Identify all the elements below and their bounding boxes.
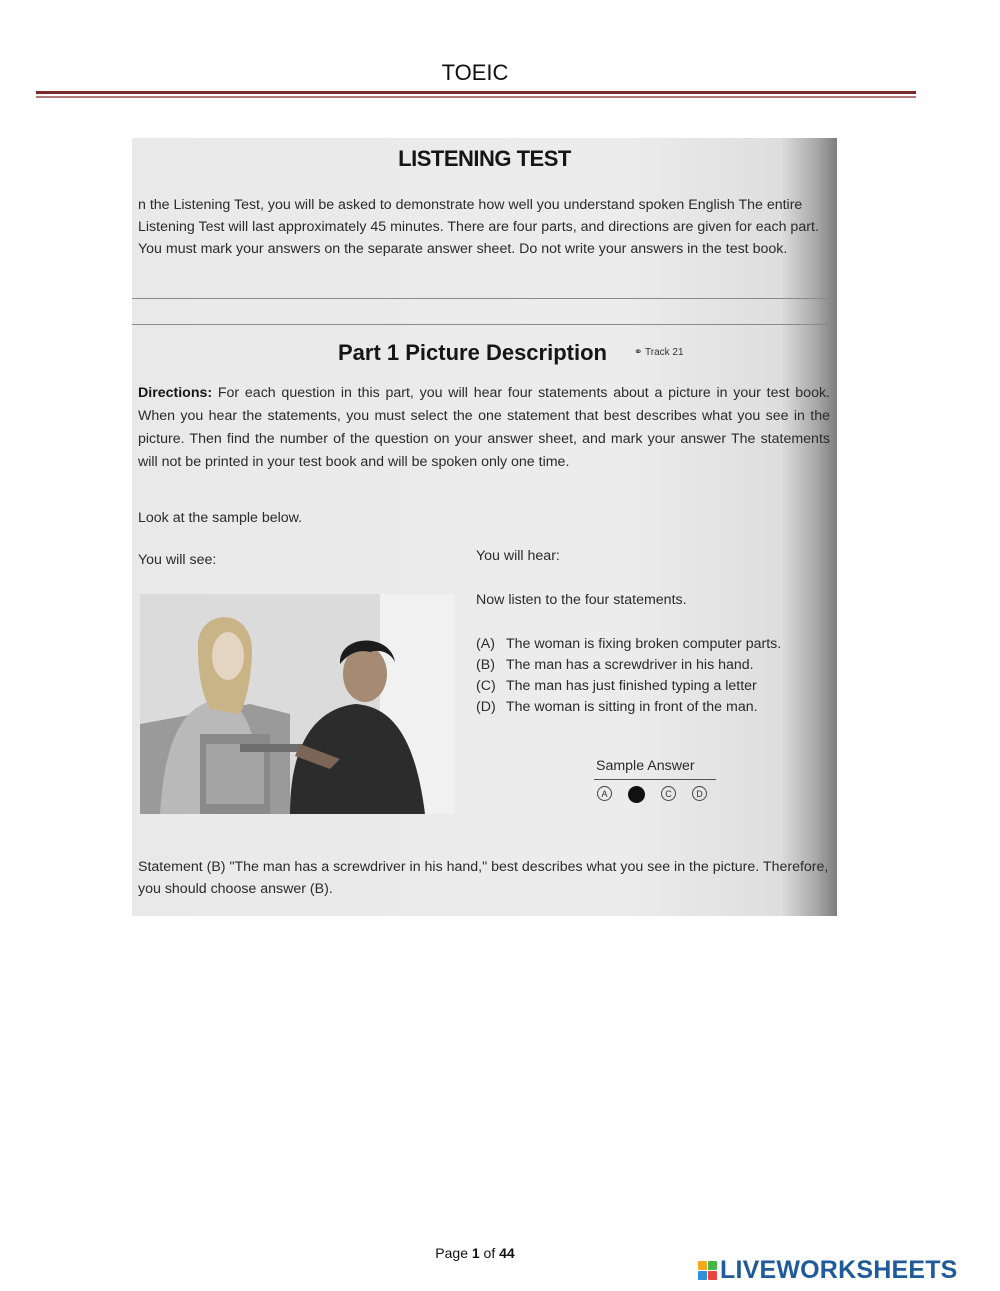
you-will-see-label: You will see: <box>138 552 217 568</box>
bubble-d: D <box>692 786 707 801</box>
headphones-icon: ⚭ <box>634 347 643 358</box>
logo-grid-icon <box>698 1261 717 1280</box>
explanation-statement: Statement (B) "The man has a screwdriver in his hand," best describes what you see in the picture. Therefore, you should choose answer (B). <box>138 859 829 897</box>
option-a: (A) The woman is fixing broken computer parts. <box>476 636 782 652</box>
option-d: (D) The woman is sitting in front of the man. <box>476 699 758 715</box>
listen-instruction: Now listen to the four statements. <box>476 592 687 608</box>
section-rule-top <box>132 298 837 299</box>
scanned-page <box>132 138 837 916</box>
header-divider <box>36 91 916 94</box>
sample-answer-bubbles <box>597 786 707 803</box>
section-rule-bottom <box>132 324 837 325</box>
sample-answer-underline <box>594 779 716 780</box>
sample-photo <box>140 594 455 814</box>
option-b: (B) The man has a screwdriver in his hand. <box>476 657 754 673</box>
listening-intro: n the Listening Test, you will be asked to demonstrate how well you understand spoken English The entire Listening Test will last approximately 45 minutes. There are four parts, and directions are given for each part. You must mark your answers on the separate answer sheet. Do not write your answers in the test book. <box>138 197 819 257</box>
option-c: (C) The man has just finished typing a letter <box>476 678 757 694</box>
answer-options <box>476 634 781 718</box>
track-text: Track 21 <box>645 347 684 358</box>
brand-name: LIVEWORKSHEETS <box>720 1256 958 1284</box>
document-header-title: TOEIC <box>441 60 509 85</box>
directions-label: Directions: <box>138 385 213 401</box>
part1-directions <box>138 382 830 474</box>
bubble-a: A <box>597 786 612 801</box>
bubble-b-filled <box>628 786 645 803</box>
liveworksheets-logo[interactable] <box>698 1256 958 1285</box>
listening-test-title: LISTENING TEST <box>398 146 571 171</box>
sample-answer-label: Sample Answer <box>596 758 695 774</box>
page-total: 44 <box>499 1245 515 1261</box>
header-divider-thin <box>36 96 916 98</box>
page-footer: Page 1 of 44 <box>435 1245 515 1261</box>
page-number: 1 <box>471 1245 480 1261</box>
bubble-c: C <box>661 786 676 801</box>
part1-title: Part 1 Picture Description <box>338 340 607 365</box>
you-will-hear-label: You will hear: <box>476 548 560 564</box>
track-label <box>634 347 684 358</box>
look-at-sample: Look at the sample below. <box>138 510 303 526</box>
directions-text: For each question in this part, you will hear four statements about a picture in your test book. When you hear the statements, you must select the one statement that best describes what you see in the picture. Then find the number of the question on your answer sheet, and mark your answer The statements will not be printed in your test book and will be spoken only one time. <box>138 385 830 470</box>
